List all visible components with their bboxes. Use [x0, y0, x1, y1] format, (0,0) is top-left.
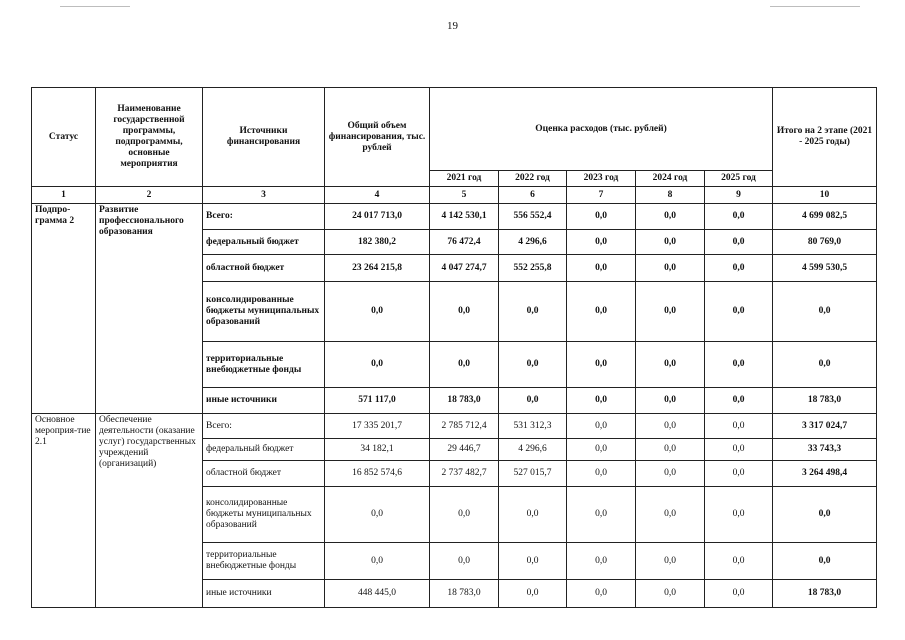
- cell-2021: 0,0: [430, 543, 499, 580]
- header-row: [32, 88, 877, 171]
- column-number: 6: [499, 187, 567, 204]
- cell-total: 34 182,1: [325, 439, 430, 461]
- cell-stage-total: 3 264 498,4: [773, 461, 877, 487]
- cell-2021: 0,0: [430, 342, 499, 388]
- column-number: 7: [567, 187, 636, 204]
- cell-2021: 4 142 530,1: [430, 204, 499, 230]
- cell-2022: 4 296,6: [499, 439, 567, 461]
- header-estimate: Оценка расходов (тыс. рублей): [430, 88, 773, 171]
- cell-2021: 0,0: [430, 487, 499, 543]
- cell-2025: 0,0: [705, 204, 773, 230]
- cell-stage-total: 18 783,0: [773, 388, 877, 414]
- cell-2023: 0,0: [567, 342, 636, 388]
- cell-2021: 0,0: [430, 282, 499, 342]
- cell-stage-total: 4 599 530,5: [773, 255, 877, 282]
- cell-2023: 0,0: [567, 204, 636, 230]
- cell-2025: 0,0: [705, 230, 773, 255]
- cell-total: 23 264 215,8: [325, 255, 430, 282]
- cell-2022: 552 255,8: [499, 255, 567, 282]
- cell-2021: 18 783,0: [430, 388, 499, 414]
- cell-source: Всего:: [203, 414, 325, 439]
- cell-2023: 0,0: [567, 487, 636, 543]
- row-status: Подпро-грамма 2: [32, 204, 96, 414]
- cell-2024: 0,0: [636, 580, 705, 608]
- cell-total: 571 117,0: [325, 388, 430, 414]
- cell-source: территориальные внебюджетные фонды: [203, 342, 325, 388]
- cell-total: 16 852 574,6: [325, 461, 430, 487]
- cell-total: 0,0: [325, 543, 430, 580]
- cell-2021: 18 783,0: [430, 580, 499, 608]
- header-year: 2023 год: [567, 171, 636, 187]
- cell-2022: 527 015,7: [499, 461, 567, 487]
- column-number: 9: [705, 187, 773, 204]
- cell-stage-total: 33 743,3: [773, 439, 877, 461]
- cell-2025: 0,0: [705, 282, 773, 342]
- cell-2023: 0,0: [567, 388, 636, 414]
- top-rule-left: [60, 6, 130, 7]
- cell-2025: 0,0: [705, 388, 773, 414]
- cell-2023: 0,0: [567, 461, 636, 487]
- cell-total: 182 380,2: [325, 230, 430, 255]
- cell-2024: 0,0: [636, 388, 705, 414]
- row-status: Основное мероприя-тие 2.1: [32, 414, 96, 608]
- table-row: [32, 204, 877, 230]
- header-year: 2024 год: [636, 171, 705, 187]
- cell-2021: 29 446,7: [430, 439, 499, 461]
- cell-2025: 0,0: [705, 414, 773, 439]
- cell-total: 0,0: [325, 487, 430, 543]
- row-name: Обеспечение деятельности (оказание услуг) государственных учреждений (организаций): [96, 414, 203, 608]
- cell-source: иные источники: [203, 388, 325, 414]
- cell-2023: 0,0: [567, 230, 636, 255]
- cell-2022: 0,0: [499, 342, 567, 388]
- cell-stage-total: 3 317 024,7: [773, 414, 877, 439]
- cell-2021: 4 047 274,7: [430, 255, 499, 282]
- column-number: 8: [636, 187, 705, 204]
- cell-2022: 556 552,4: [499, 204, 567, 230]
- cell-2024: 0,0: [636, 543, 705, 580]
- page-number: 19: [447, 20, 458, 32]
- top-rule-right: [770, 6, 860, 7]
- cell-2022: 531 312,3: [499, 414, 567, 439]
- cell-stage-total: 0,0: [773, 543, 877, 580]
- cell-source: областной бюджет: [203, 461, 325, 487]
- column-number: 2: [96, 187, 203, 204]
- cell-stage-total: 18 783,0: [773, 580, 877, 608]
- cell-2024: 0,0: [636, 461, 705, 487]
- header-year: 2025 год: [705, 171, 773, 187]
- cell-2022: 0,0: [499, 388, 567, 414]
- cell-2021: 2 785 712,4: [430, 414, 499, 439]
- cell-source: федеральный бюджет: [203, 439, 325, 461]
- header-year: 2021 год: [430, 171, 499, 187]
- cell-2023: 0,0: [567, 543, 636, 580]
- column-numbers-row: [32, 187, 877, 204]
- cell-stage-total: 0,0: [773, 342, 877, 388]
- cell-2023: 0,0: [567, 282, 636, 342]
- column-number: 4: [325, 187, 430, 204]
- cell-stage-total: 80 769,0: [773, 230, 877, 255]
- column-number: 10: [773, 187, 877, 204]
- cell-2025: 0,0: [705, 580, 773, 608]
- header-stage-total: Итого на 2 этапе (2021 - 2025 годы): [773, 88, 877, 187]
- cell-stage-total: 0,0: [773, 487, 877, 543]
- cell-source: Всего:: [203, 204, 325, 230]
- row-name: Развитие профессионального образования: [96, 204, 203, 414]
- cell-2021: 76 472,4: [430, 230, 499, 255]
- cell-2024: 0,0: [636, 282, 705, 342]
- cell-2024: 0,0: [636, 487, 705, 543]
- cell-2024: 0,0: [636, 414, 705, 439]
- cell-2025: 0,0: [705, 439, 773, 461]
- header-year: 2022 год: [499, 171, 567, 187]
- header-sources: Источники финансирования: [203, 88, 325, 187]
- cell-source: консолидированные бюджеты муниципальных образований: [203, 282, 325, 342]
- cell-2023: 0,0: [567, 439, 636, 461]
- cell-2025: 0,0: [705, 487, 773, 543]
- cell-total: 0,0: [325, 342, 430, 388]
- cell-2024: 0,0: [636, 342, 705, 388]
- header-status: Статус: [32, 88, 96, 187]
- cell-2023: 0,0: [567, 580, 636, 608]
- cell-2025: 0,0: [705, 342, 773, 388]
- cell-2022: 4 296,6: [499, 230, 567, 255]
- cell-2023: 0,0: [567, 255, 636, 282]
- cell-2021: 2 737 482,7: [430, 461, 499, 487]
- column-number: 5: [430, 187, 499, 204]
- cell-total: 0,0: [325, 282, 430, 342]
- cell-2024: 0,0: [636, 230, 705, 255]
- cell-total: 24 017 713,0: [325, 204, 430, 230]
- cell-total: 17 335 201,7: [325, 414, 430, 439]
- cell-2024: 0,0: [636, 439, 705, 461]
- cell-2022: 0,0: [499, 282, 567, 342]
- header-total-volume: Общий объем финансирования, тыс. рублей: [325, 88, 430, 187]
- cell-2022: 0,0: [499, 487, 567, 543]
- header-name: Наименование государственной программы, подпрограммы, основные мероприятия: [96, 88, 203, 187]
- cell-2025: 0,0: [705, 543, 773, 580]
- column-number: 3: [203, 187, 325, 204]
- cell-2022: 0,0: [499, 543, 567, 580]
- cell-total: 448 445,0: [325, 580, 430, 608]
- table-row: [32, 414, 877, 439]
- cell-2023: 0,0: [567, 414, 636, 439]
- cell-2022: 0,0: [499, 580, 567, 608]
- column-number: 1: [32, 187, 96, 204]
- cell-stage-total: 4 699 082,5: [773, 204, 877, 230]
- cell-source: областной бюджет: [203, 255, 325, 282]
- cell-2025: 0,0: [705, 461, 773, 487]
- cell-2024: 0,0: [636, 204, 705, 230]
- cell-source: территориальные внебюджетные фонды: [203, 543, 325, 580]
- cell-source: федеральный бюджет: [203, 230, 325, 255]
- funding-table: [31, 87, 877, 608]
- cell-source: консолидированные бюджеты муниципальных образований: [203, 487, 325, 543]
- cell-source: иные источники: [203, 580, 325, 608]
- cell-2025: 0,0: [705, 255, 773, 282]
- cell-stage-total: 0,0: [773, 282, 877, 342]
- cell-2024: 0,0: [636, 255, 705, 282]
